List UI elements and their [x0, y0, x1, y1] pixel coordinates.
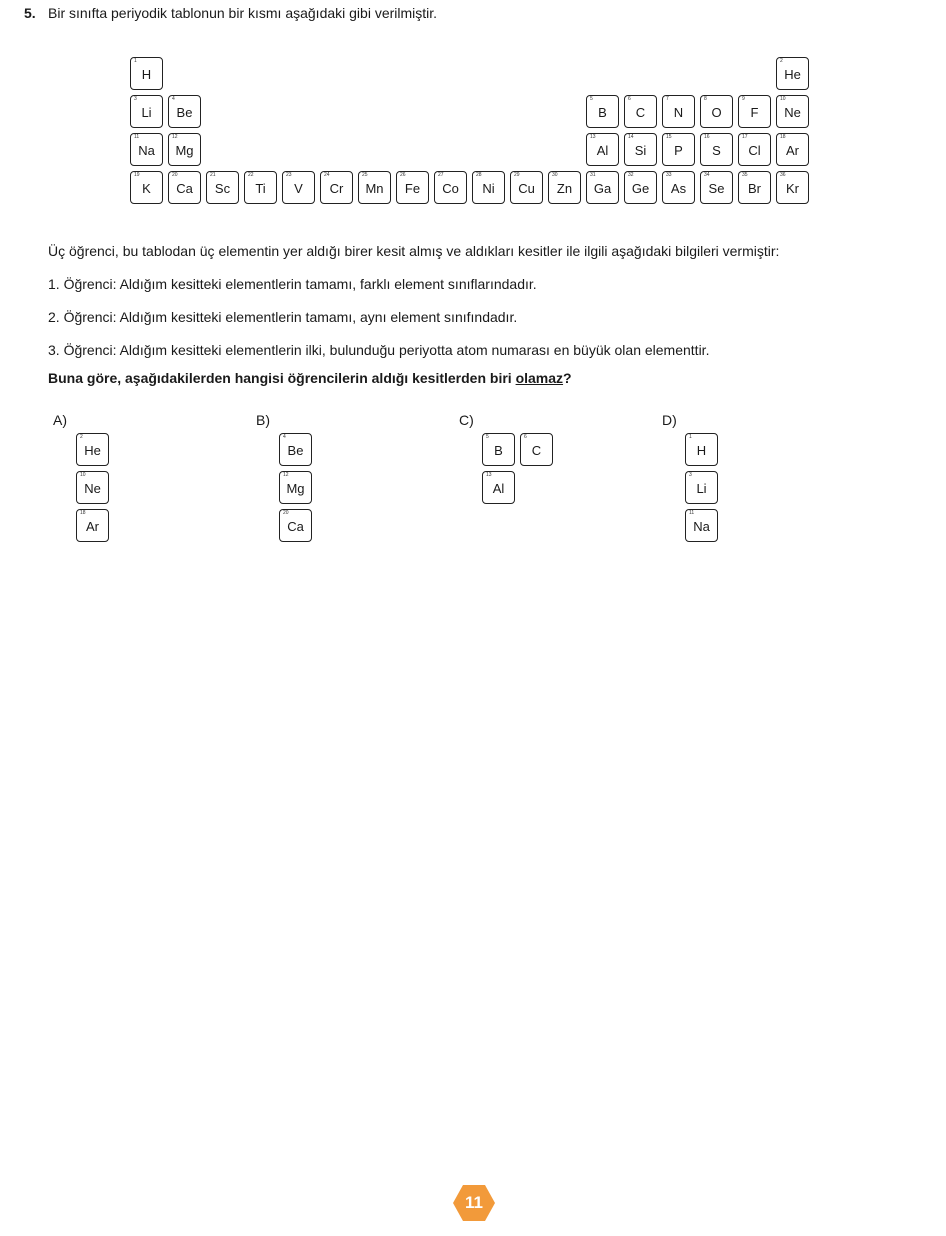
- element-cell-ge: [624, 171, 657, 204]
- element-symbol: F: [750, 105, 759, 120]
- element-symbol: Sc: [214, 181, 231, 196]
- element-cell-cr: [320, 171, 353, 204]
- element-cell-ti: [244, 171, 277, 204]
- statement-1: 1. Öğrenci: Aldığım kesitteki elementlerin tamamı, farklı element sınıflarındadır.: [48, 276, 537, 292]
- element-symbol: Br: [748, 181, 761, 196]
- element-symbol: Ti: [255, 181, 266, 196]
- atomic-number: 11: [689, 510, 695, 516]
- element-symbol: Ca: [287, 519, 304, 534]
- element-symbol: K: [142, 181, 151, 196]
- atomic-number: 12: [283, 472, 289, 478]
- atomic-number: 22: [248, 172, 254, 178]
- atomic-number: 25: [362, 172, 368, 178]
- element-cell-sc: [206, 171, 239, 204]
- element-cell-cl: [738, 133, 771, 166]
- element-cell-b: [586, 95, 619, 128]
- option-c-cell-c: [520, 433, 553, 466]
- page-number-badge: [452, 1184, 496, 1222]
- atomic-number: 2: [80, 434, 83, 440]
- question-prompt: [48, 370, 572, 386]
- element-cell-f: [738, 95, 771, 128]
- element-cell-ni: [472, 171, 505, 204]
- element-symbol: Ge: [631, 181, 650, 196]
- element-cell-fe: [396, 171, 429, 204]
- option-label-b: B): [256, 412, 270, 428]
- atomic-number: 6: [524, 434, 527, 440]
- element-symbol: Ni: [482, 181, 495, 196]
- element-symbol: P: [674, 143, 683, 158]
- atomic-number: 28: [476, 172, 482, 178]
- element-cell-ga: [586, 171, 619, 204]
- element-symbol: Mg: [175, 143, 194, 158]
- element-cell-he: [776, 57, 809, 90]
- element-cell-na: [130, 133, 163, 166]
- element-symbol: Se: [708, 181, 725, 196]
- element-cell-li: [130, 95, 163, 128]
- element-symbol: Fe: [404, 181, 421, 196]
- option-label-c: C): [459, 412, 474, 428]
- atomic-number: 20: [283, 510, 289, 516]
- element-symbol: He: [84, 443, 101, 458]
- element-symbol: Be: [176, 105, 193, 120]
- option-b-cell-ca: [279, 509, 312, 542]
- atomic-number: 17: [742, 134, 748, 140]
- atomic-number: 10: [780, 96, 786, 102]
- element-symbol: Mg: [286, 481, 305, 496]
- element-cell-as: [662, 171, 695, 204]
- element-symbol: Li: [141, 105, 152, 120]
- option-c-cell-b: [482, 433, 515, 466]
- element-symbol: Co: [442, 181, 459, 196]
- atomic-number: 3: [134, 96, 137, 102]
- element-symbol: B: [494, 443, 503, 458]
- element-cell-p: [662, 133, 695, 166]
- atomic-number: 36: [780, 172, 786, 178]
- atomic-number: 35: [742, 172, 748, 178]
- element-cell-v: [282, 171, 315, 204]
- atomic-number: 26: [400, 172, 406, 178]
- prompt-end: ?: [563, 370, 572, 386]
- element-symbol: Al: [492, 481, 505, 496]
- question-description: Üç öğrenci, bu tablodan üç elementin yer aldığı birer kesit almış ve aldıkları kesitler ile ilgili aşağıdaki bilgileri vermiştir:: [48, 243, 780, 259]
- element-symbol: C: [531, 443, 542, 458]
- atomic-number: 1: [689, 434, 692, 440]
- atomic-number: 20: [172, 172, 178, 178]
- statement-3: 3. Öğrenci: Aldığım kesitteki elementlerin ilki, bulunduğu periyotta atom numarası en büyük olan elementtir.: [48, 342, 710, 358]
- element-symbol: As: [670, 181, 687, 196]
- element-symbol: Ca: [176, 181, 193, 196]
- atomic-number: 23: [286, 172, 292, 178]
- element-cell-h: [130, 57, 163, 90]
- element-cell-n: [662, 95, 695, 128]
- element-symbol: S: [712, 143, 721, 158]
- element-cell-co: [434, 171, 467, 204]
- atomic-number: 4: [172, 96, 175, 102]
- atomic-number: 11: [134, 134, 140, 140]
- atomic-number: 18: [80, 510, 86, 516]
- element-symbol: Cl: [748, 143, 761, 158]
- atomic-number: 13: [590, 134, 596, 140]
- element-cell-cu: [510, 171, 543, 204]
- option-b-cell-mg: [279, 471, 312, 504]
- element-cell-mg: [168, 133, 201, 166]
- atomic-number: 29: [514, 172, 520, 178]
- element-cell-al: [586, 133, 619, 166]
- option-a-cell-he: [76, 433, 109, 466]
- element-symbol: Li: [696, 481, 707, 496]
- option-label-d: D): [662, 412, 677, 428]
- option-c-cell-al: [482, 471, 515, 504]
- atomic-number: 3: [689, 472, 692, 478]
- atomic-number: 9: [742, 96, 745, 102]
- atomic-number: 12: [172, 134, 178, 140]
- element-cell-ca: [168, 171, 201, 204]
- element-cell-be: [168, 95, 201, 128]
- atomic-number: 13: [486, 472, 492, 478]
- atomic-number: 6: [628, 96, 631, 102]
- element-symbol: Na: [693, 519, 710, 534]
- atomic-number: 21: [210, 172, 216, 178]
- element-symbol: Ne: [84, 481, 101, 496]
- question-intro: Bir sınıfta periyodik tablonun bir kısmı aşağıdaki gibi verilmiştir.: [48, 5, 438, 21]
- option-d-cell-li: [685, 471, 718, 504]
- atomic-number: 33: [666, 172, 672, 178]
- atomic-number: 27: [438, 172, 444, 178]
- option-a-cell-ar: [76, 509, 109, 542]
- element-symbol: Ga: [593, 181, 612, 196]
- atomic-number: 32: [628, 172, 634, 178]
- element-cell-br: [738, 171, 771, 204]
- atomic-number: 7: [666, 96, 669, 102]
- element-symbol: Zn: [556, 181, 573, 196]
- element-symbol: B: [598, 105, 607, 120]
- element-symbol: Cu: [518, 181, 535, 196]
- element-symbol: Al: [596, 143, 609, 158]
- atomic-number: 5: [486, 434, 489, 440]
- question-number: 5.: [24, 5, 36, 21]
- element-cell-kr: [776, 171, 809, 204]
- atomic-number: 4: [283, 434, 286, 440]
- prompt-main: Buna göre, aşağıdakilerden hangisi öğrencilerin aldığı kesitlerden biri: [48, 370, 516, 386]
- prompt-emphasis: olamaz: [515, 370, 564, 386]
- atomic-number: 8: [704, 96, 707, 102]
- atomic-number: 30: [552, 172, 558, 178]
- atomic-number: 14: [628, 134, 634, 140]
- element-symbol: Cr: [329, 181, 344, 196]
- element-symbol: H: [141, 67, 152, 82]
- atomic-number: 31: [590, 172, 596, 178]
- atomic-number: 24: [324, 172, 330, 178]
- atomic-number: 1: [134, 58, 137, 64]
- atomic-number: 15: [666, 134, 672, 140]
- element-symbol: Mn: [365, 181, 384, 196]
- element-cell-zn: [548, 171, 581, 204]
- element-symbol: C: [635, 105, 646, 120]
- atomic-number: 16: [704, 134, 710, 140]
- element-cell-se: [700, 171, 733, 204]
- element-symbol: Kr: [786, 181, 799, 196]
- option-label-a: A): [53, 412, 67, 428]
- atomic-number: 34: [704, 172, 710, 178]
- element-symbol: Be: [287, 443, 304, 458]
- element-symbol: Ar: [86, 519, 99, 534]
- element-cell-si: [624, 133, 657, 166]
- element-symbol: H: [696, 443, 707, 458]
- element-symbol: Ne: [784, 105, 801, 120]
- option-d-cell-h: [685, 433, 718, 466]
- element-cell-mn: [358, 171, 391, 204]
- element-symbol: Na: [138, 143, 155, 158]
- element-cell-c: [624, 95, 657, 128]
- page-number: 11: [465, 1193, 483, 1212]
- option-d-cell-na: [685, 509, 718, 542]
- element-cell-k: [130, 171, 163, 204]
- statement-2: 2. Öğrenci: Aldığım kesitteki elementlerin tamamı, aynı element sınıfındadır.: [48, 309, 518, 325]
- element-symbol: V: [294, 181, 303, 196]
- atomic-number: 19: [134, 172, 140, 178]
- element-cell-ne: [776, 95, 809, 128]
- element-cell-s: [700, 133, 733, 166]
- element-symbol: O: [711, 105, 722, 120]
- atomic-number: 5: [590, 96, 593, 102]
- element-cell-ar: [776, 133, 809, 166]
- atomic-number: 18: [780, 134, 786, 140]
- atomic-number: 2: [780, 58, 783, 64]
- element-symbol: N: [673, 105, 684, 120]
- element-cell-o: [700, 95, 733, 128]
- element-symbol: Si: [634, 143, 647, 158]
- element-symbol: He: [784, 67, 801, 82]
- option-b-cell-be: [279, 433, 312, 466]
- option-a-cell-ne: [76, 471, 109, 504]
- element-symbol: Ar: [786, 143, 799, 158]
- atomic-number: 10: [80, 472, 86, 478]
